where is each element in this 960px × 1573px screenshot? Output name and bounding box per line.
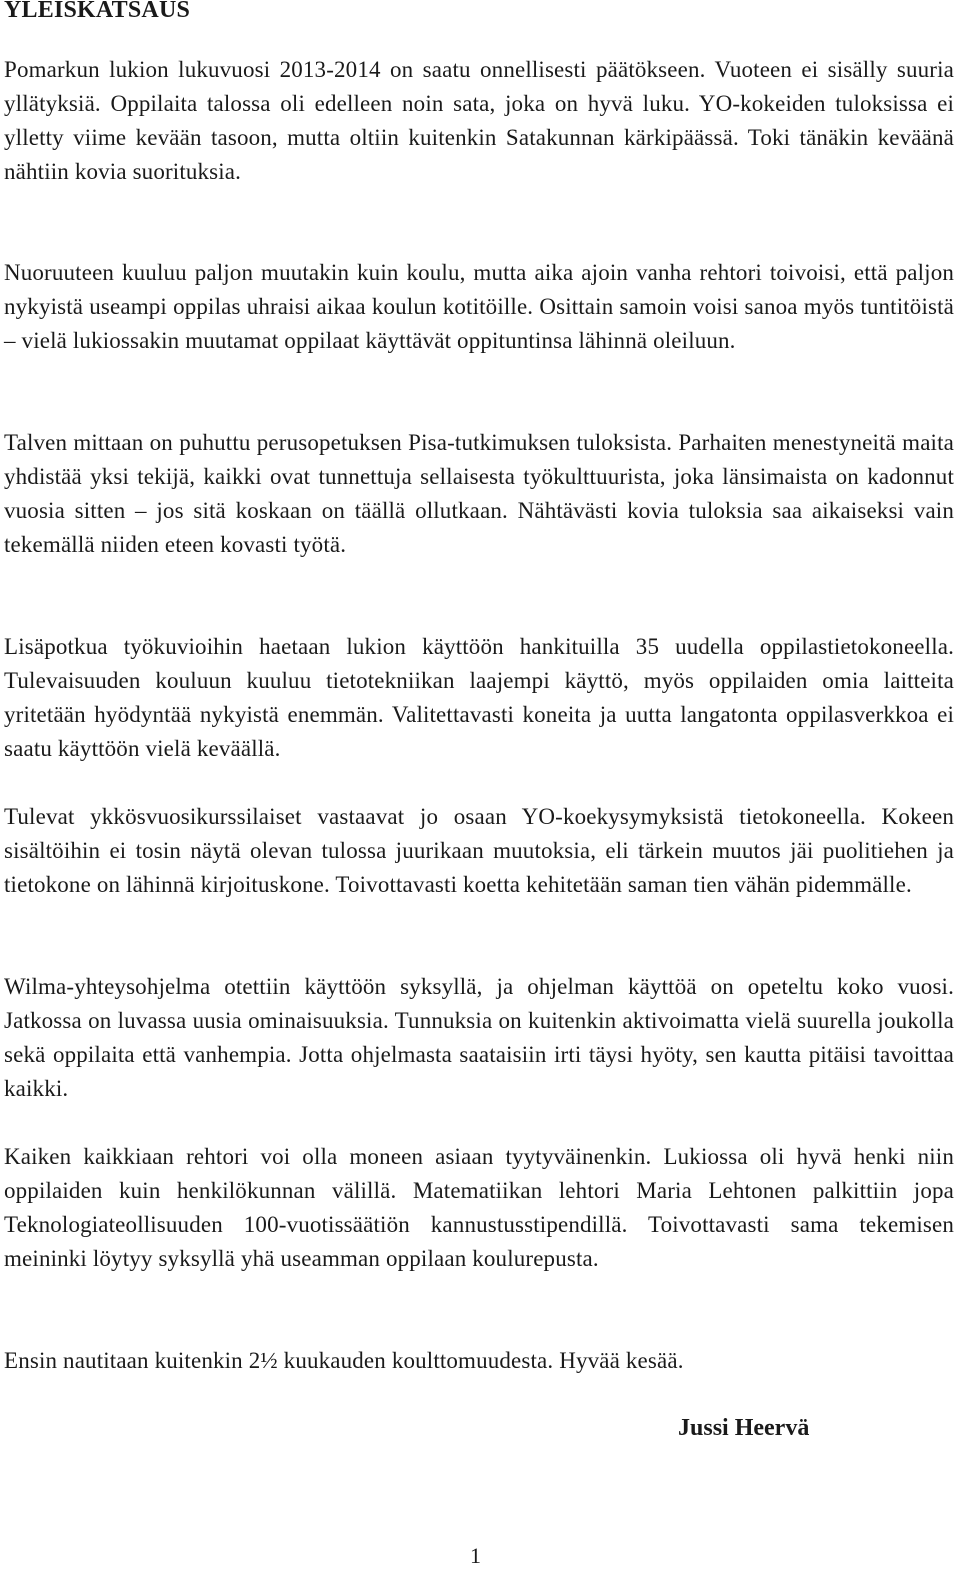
paragraph-new-computers: Lisäpotkua työkuvioihin haetaan lukion käyttöön hankituilla 35 uudella oppilastietokoneella. Tulevaisuuden kouluun kuuluu tietotekniikan laajempi käyttö, myös oppilaiden omia laitteita yritetään hyödyntää nykyistä enemmän. Valitettavasti koneita ja uutta langatonta oppilasverkkoa ei saatu käyttöön vielä keväällä. [4, 634, 954, 761]
paragraph-wilma: Wilma-yhteysohjelma otettiin käyttöön syksyllä, ja ohjelman käyttöä on opeteltu koko vuosi. Jatkossa on luvassa uusia ominaisuuksia. Tunnuksia on kuitenkin aktivoimatta vielä suurella joukolla sekä oppilaita että vanhempia. Jotta ohjelmasta saataisiin irti täysi hyöty, sen kautta pitäisi tavoittaa kaikki. [4, 974, 954, 1101]
paragraph-summer-greeting: Ensin nautitaan kuitenkin 2½ kuukauden koulttomuudesta. Hyvää kesää. [4, 1348, 684, 1373]
paragraph-digital-exams: Tulevat ykkösvuosikurssilaiset vastaavat jo osaan YO-koekysymyksistä tietokoneella. Kokeen sisältöihin ei tosin näytä olevan tulossa juurikaan muutoksia, eli tärkein muutos jäi puolitiehen ja tietokone on lähinnä kirjoituskone. Toivottavasti koetta kehitetään saman tien vähän pidemmälle. [4, 804, 954, 897]
page-number: 1 [470, 1543, 481, 1568]
paragraph-pisa-results: Talven mittaan on puhuttu perusopetuksen Pisa-tutkimuksen tuloksista. Parhaiten menestyneitä maita yhdistää yksi tekijä, kaikki ovat tunnettuja sellaisesta työkulttuurista, joka länsimaista on kadonnut vuosia sitten – jos sitä koskaan on täällä ollutkaan. Nähtävästi kovia tuloksia saa aikaiseksi vain tekemällä niiden eteen kovasti työtä. [4, 430, 954, 557]
paragraph-school-year-summary: Pomarkun lukion lukuvuosi 2013-2014 on saatu onnellisesti päätökseen. Vuoteen ei sisälly suuria yllätyksiä. Oppilaita talossa oli edelleen noin sata, joka on hyvä luku. YO-kokeiden tuloksissa ei ylletty viime kevään tasoon, mutta oltiin kuitenkin Satakunnan kärkipäässä. Toki tänäkin keväänä nähtiin kovia suorituksia. [4, 57, 954, 184]
paragraph-satisfaction: Kaiken kaikkiaan rehtori voi olla moneen asiaan tyytyväinenkin. Lukiossa oli hyvä henki niin oppilaiden kuin henkilökunnan välillä. Matematiikan lehtori Maria Lehtonen palkittiin jopa Teknologiateollisuuden 100-vuotissäätiön kannustusstipendillä. Toivottavasti sama tekemisen meininki löytyy syksyllä yhä useamman oppilaan koulurepusta. [4, 1144, 954, 1271]
paragraph-homework: Nuoruuteen kuuluu paljon muutakin kuin koulu, mutta aika ajoin vanha rehtori toivoisi, että paljon nykyistä useampi oppilas uhraisi aikaa koulun kotitöille. Osittain samoin voisi sanoa myös tuntitöistä – vielä lukiossakin muutamat oppilaat käyttävät oppituntinsa lähinnä oleiluun. [4, 260, 954, 353]
page-title: YLEISKATSAUS [4, 0, 191, 23]
document-page [4, 0, 954, 1441]
signature: Jussi Heervä [678, 1415, 810, 1441]
